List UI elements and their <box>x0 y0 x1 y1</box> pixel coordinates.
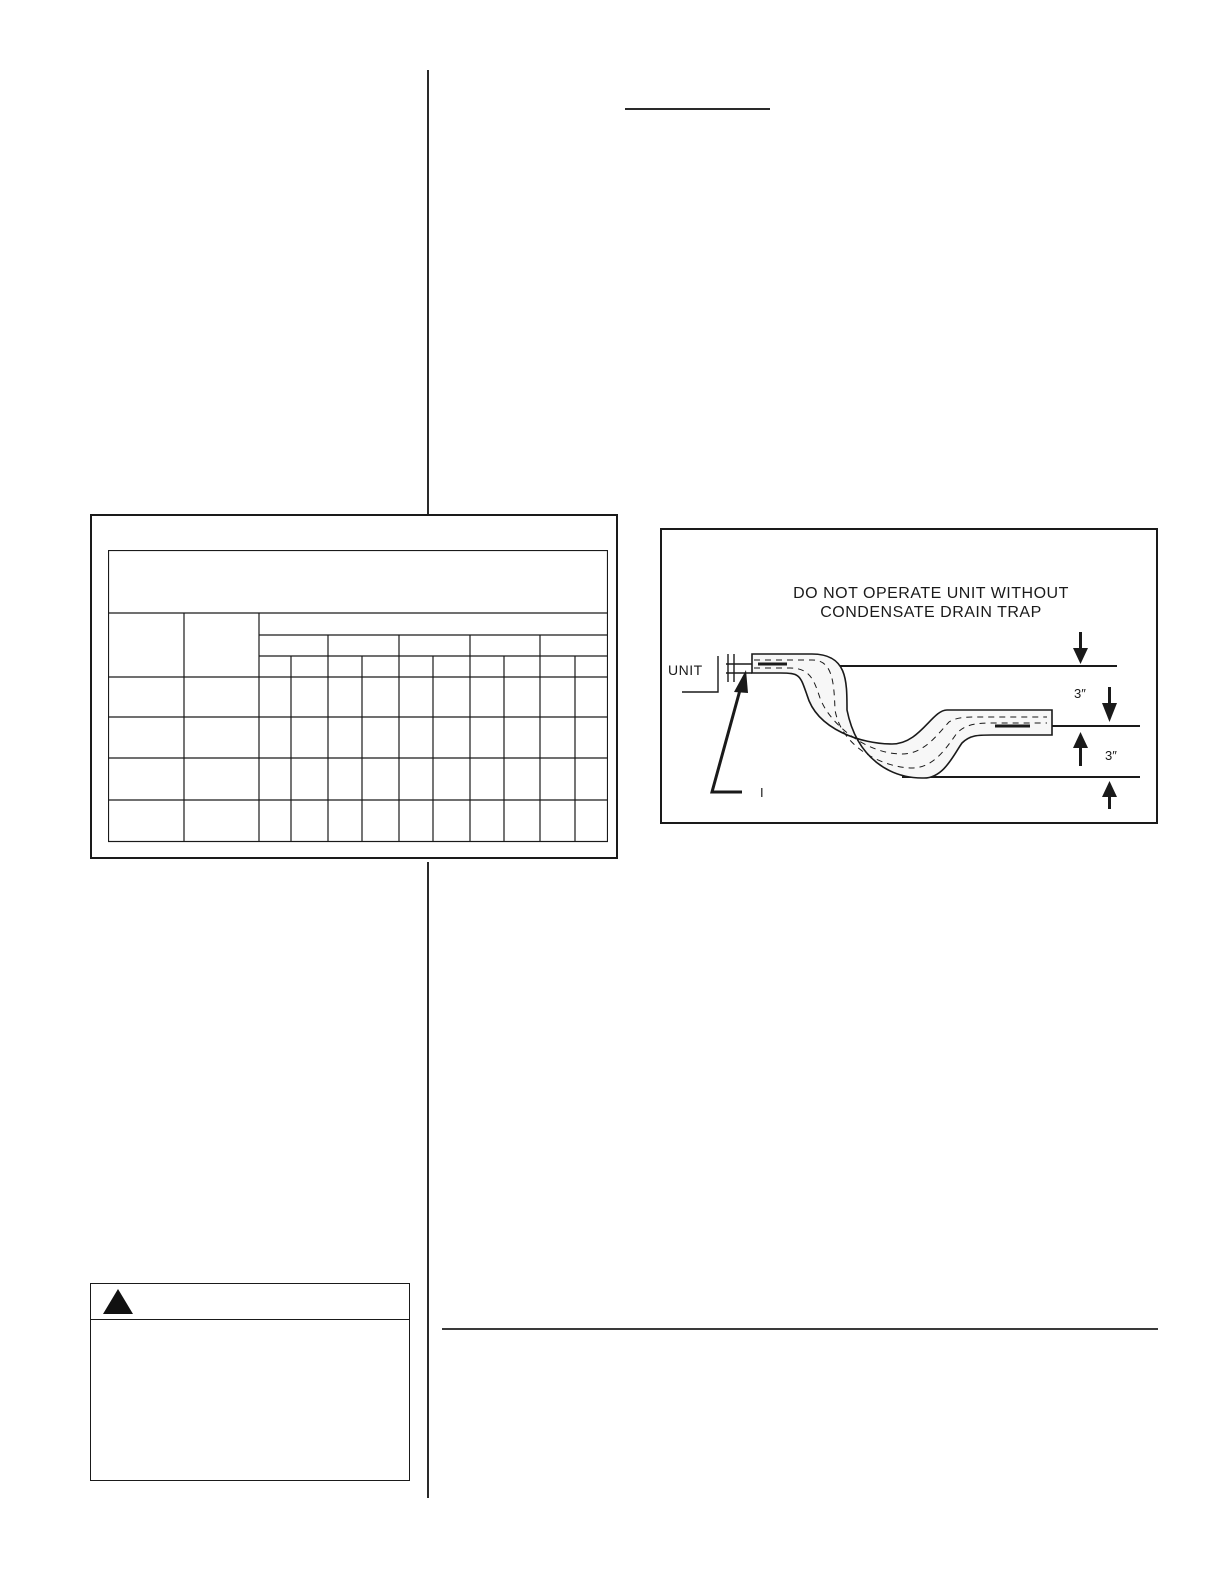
section-divider <box>442 1328 1158 1330</box>
figure-caption-line1: DO NOT OPERATE UNIT WITHOUT <box>793 585 1069 602</box>
middle-up-arrow <box>1073 732 1088 766</box>
warning-box <box>90 1283 410 1481</box>
condensate-trap-figure <box>660 528 1158 824</box>
dimension-upper-label: 3″ <box>1074 686 1086 701</box>
heading-underline <box>625 108 770 110</box>
warning-header <box>91 1284 409 1320</box>
table-grid <box>108 550 608 844</box>
table-frame <box>90 514 618 859</box>
figure-caption-line2: CONDENSATE DRAIN TRAP <box>820 604 1042 621</box>
table-outline <box>109 551 608 842</box>
callout-arrow <box>712 690 742 792</box>
column-divider-bottom <box>427 862 429 1498</box>
column-divider-top <box>427 70 429 515</box>
callout-label: I <box>760 785 764 800</box>
top-down-arrow <box>1073 632 1088 664</box>
warning-triangle-icon <box>103 1289 133 1314</box>
unit-label: UNIT <box>668 662 703 678</box>
bottom-up-arrow <box>1102 781 1117 809</box>
trap-pipe <box>752 654 1052 778</box>
trap-diagram <box>662 530 1160 826</box>
middle-down-arrow <box>1102 687 1117 722</box>
dimension-lower-label: 3″ <box>1105 748 1117 763</box>
